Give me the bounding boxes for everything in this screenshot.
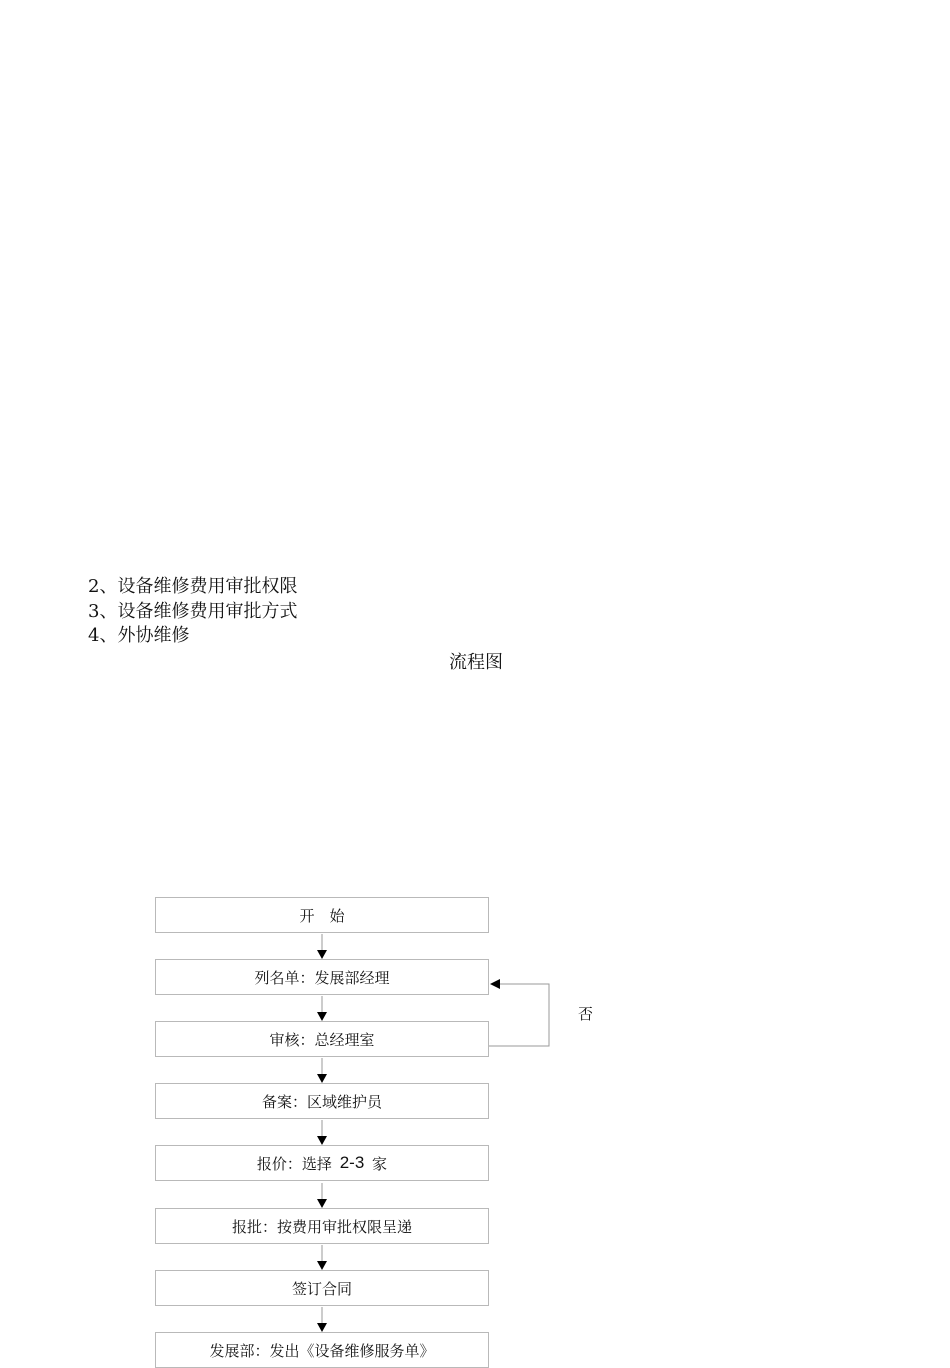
flow-step-start [155,897,489,933]
step-label-number: 2-3 [339,1153,365,1172]
flow-step-review [155,1021,489,1057]
flow-step-list [155,959,489,995]
step-label-prefix: 报价：选择 [256,1154,337,1173]
list-number: 2 [88,576,100,597]
step-label: 审核：总经理室 [269,1030,375,1049]
step-label-suffix: 家 [367,1154,388,1173]
flow-step-notice [155,1332,489,1368]
flow-step-record [155,1083,489,1119]
list-number: 3 [88,601,100,622]
step-label: 列名单：发展部经理 [254,968,390,987]
flow-step-approval [155,1208,489,1244]
list-separator: 、 [99,576,118,597]
branch-label-no: 否 [578,1005,594,1023]
list-separator: 、 [99,625,118,646]
step-label: 开 始 [299,906,345,925]
flow-step-contract [155,1270,489,1306]
list-separator: 、 [99,601,118,622]
list-number: 4 [88,625,100,646]
step-label: 签订合同 [291,1279,352,1298]
list-text: 设备维修费用审批权限 [117,576,298,597]
step-label: 备案：区域维护员 [261,1092,382,1111]
flowchart-title: 流程图 [449,652,503,673]
step-label: 报批：按费用审批权限呈递 [231,1217,412,1236]
list-text: 外协维修 [117,625,190,646]
step-label: 发展部：发出《设备维修服务单》 [209,1341,435,1360]
flow-step-quote [155,1145,489,1181]
list-text: 设备维修费用审批方式 [117,601,298,622]
